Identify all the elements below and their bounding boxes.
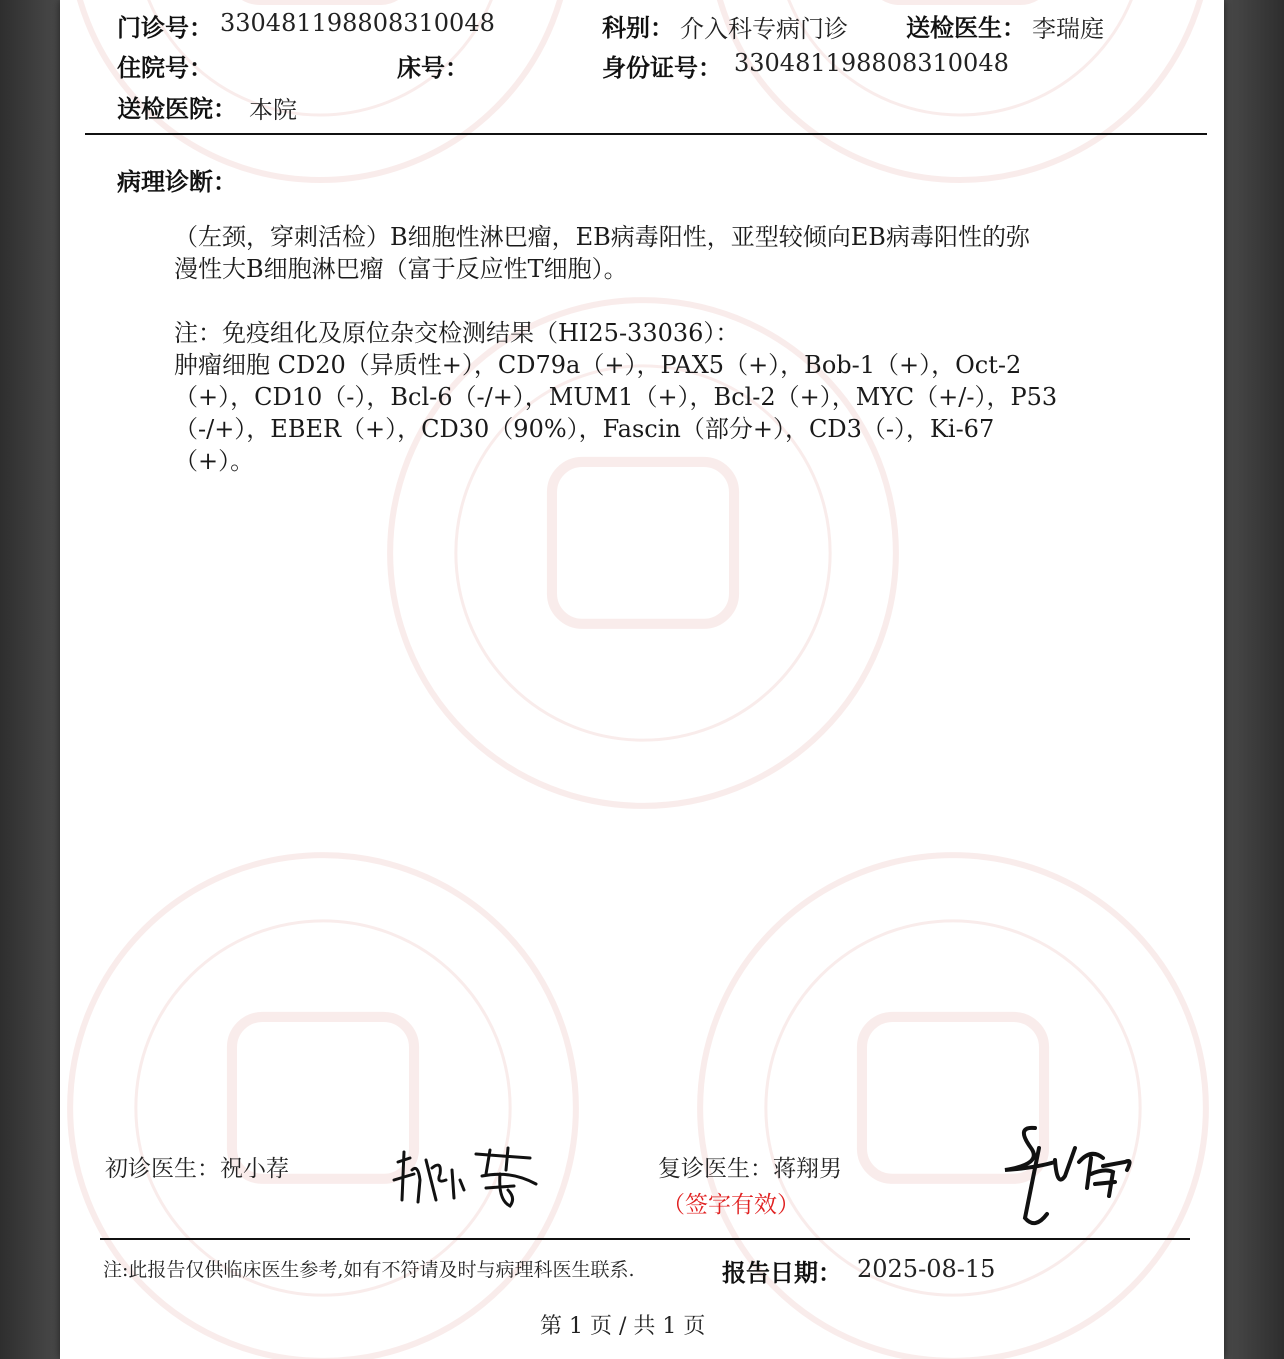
diagnosis-line: （左颈，穿刺活检）B细胞性淋巴瘤，EB病毒阳性，亚型较倾向EB病毒阳性的弥 xyxy=(174,223,1030,251)
report-date-value: 2025-08-15 xyxy=(857,1255,996,1283)
ihc-line: （+），CD10（-），Bcl-6（-/+），MUM1（+），Bcl-2（+），MYC（+/-），P53 xyxy=(174,383,1058,411)
department-value: 介入科专病门诊 xyxy=(680,15,848,43)
initial-doctor-label: 初诊医生：祝小荐 xyxy=(105,1156,289,1182)
ihc-results xyxy=(174,317,1164,477)
diagnosis-line: 漫性大B细胞淋巴瘤（富于反应性T细胞）。 xyxy=(174,255,628,283)
report-page xyxy=(60,0,1224,1359)
hospital-label: 送检医院： xyxy=(117,95,237,123)
department-label: 科别： xyxy=(602,14,674,42)
ihc-note-title: 注：免疫组化及原位杂交检测结果（HI25-33036）： xyxy=(174,319,740,347)
referring-doctor-value: 李瑞庭 xyxy=(1032,15,1104,43)
diagnosis-body xyxy=(174,221,1164,285)
ihc-line: （-/+），EBER（+），CD30（90%），Fascin（部分+），CD3（-），Ki-67 xyxy=(174,415,995,443)
ihc-line: 肿瘤细胞 CD20（异质性+），CD79a（+），PAX5（+），Bob-1（+），Oct-2 xyxy=(174,351,1022,379)
diagnosis-title: 病理诊断： xyxy=(117,168,237,196)
header-divider xyxy=(85,133,1207,135)
outpatient-no-label: 门诊号： xyxy=(117,14,213,42)
footer-divider xyxy=(100,1238,1190,1240)
report-date-label: 报告日期： xyxy=(722,1259,842,1287)
bed-no-label: 床号： xyxy=(397,54,469,82)
initial-doctor-signature-icon xyxy=(390,1140,550,1220)
id-card-value: 330481198808310048 xyxy=(734,49,1009,77)
hospital-value: 本院 xyxy=(249,96,297,124)
review-doctor-label: 复诊医生：蒋翔男 xyxy=(658,1156,842,1182)
referring-doctor-label: 送检医生： xyxy=(906,14,1026,42)
page-indicator: 第 1 页 / 共 1 页 xyxy=(540,1314,706,1339)
disclaimer-note: 注:此报告仅供临床医生参考,如有不符请及时与病理科医生联系. xyxy=(103,1259,635,1281)
review-doctor-signature-icon xyxy=(995,1118,1145,1233)
ihc-line: （+）。 xyxy=(174,447,255,475)
signature-valid-note: （签字有效） xyxy=(662,1192,800,1218)
inpatient-no-label: 住院号： xyxy=(117,54,213,82)
id-card-label: 身份证号： xyxy=(602,54,722,82)
outpatient-no-value: 330481198808310048 xyxy=(220,9,495,37)
